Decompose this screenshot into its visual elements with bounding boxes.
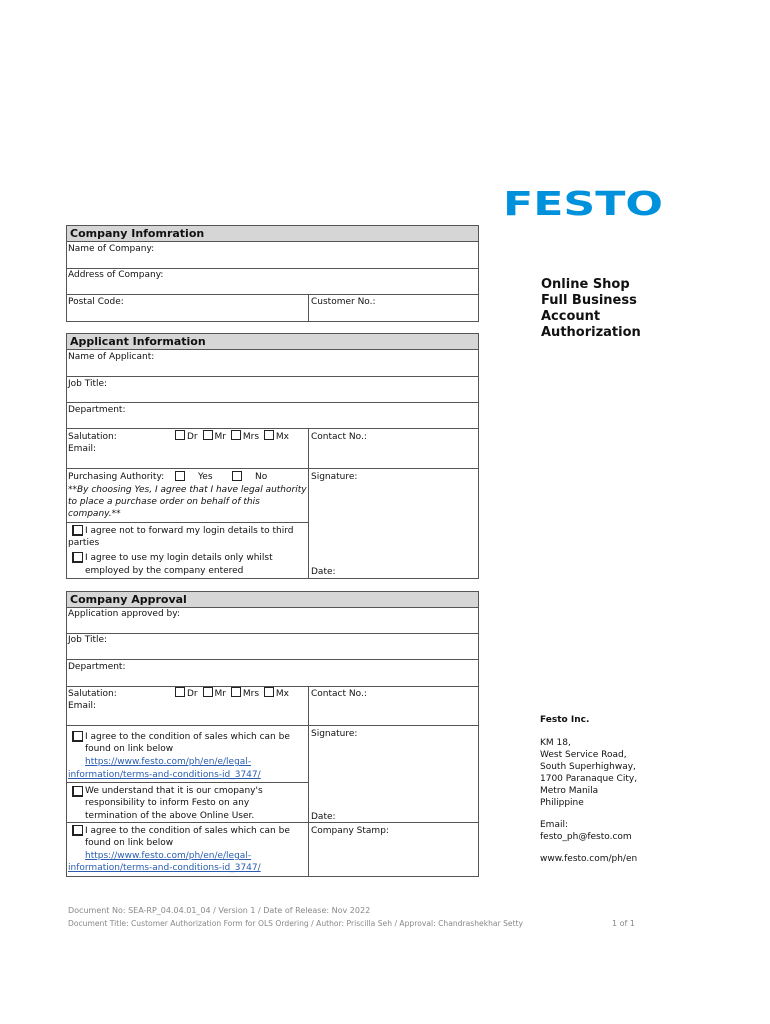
checkbox-mr[interactable]: [203, 430, 213, 440]
applicant-contact-field[interactable]: Contact No.:: [311, 432, 367, 442]
footer-page: 1 of 1: [612, 919, 635, 928]
address-company: Festo Inc.: [540, 715, 590, 725]
checkbox-no-forward[interactable]: [72, 525, 83, 536]
customer-no-field[interactable]: Customer No.:: [311, 297, 376, 307]
approval-email-field[interactable]: Email:: [68, 701, 97, 711]
checkbox-mrs[interactable]: [231, 687, 241, 697]
conditions-2-text: I agree to the condition of sales which can be: [85, 826, 290, 836]
agree-no-forward-text-2: parties: [68, 538, 100, 548]
approval-heading: Company Approval: [66, 591, 479, 608]
approval-date-field[interactable]: Date:: [311, 812, 336, 822]
postal-code-field[interactable]: Postal Code:: [68, 297, 124, 307]
applicant-date-field[interactable]: Date:: [311, 567, 336, 577]
approval-dept-field[interactable]: Department:: [68, 662, 126, 672]
checkbox-mx[interactable]: [264, 430, 274, 440]
company-info-heading: Company Infomration: [66, 225, 479, 242]
no-label: No: [255, 472, 268, 482]
contact-email: festo_ph@festo.com: [540, 832, 632, 842]
terms-link-2[interactable]: https://www.festo.com/ph/en/e/legal-: [85, 851, 252, 861]
form-title: Online Shop Full Business Account Authorization: [541, 277, 641, 340]
approval-salutation-label: Salutation:: [68, 689, 117, 699]
checkbox-responsibility[interactable]: [72, 786, 83, 797]
approval-signature-field[interactable]: Signature:: [311, 729, 358, 739]
applicant-email-field[interactable]: Email:: [68, 444, 97, 454]
checkbox-conditions-2[interactable]: [72, 825, 83, 836]
checkbox-dr[interactable]: [175, 687, 185, 697]
checkbox-no[interactable]: [232, 471, 242, 481]
svg-text:FESTO: FESTO: [503, 188, 663, 218]
conditions-1-text: I agree to the condition of sales which can be: [85, 732, 290, 742]
checkbox-dr[interactable]: [175, 430, 185, 440]
terms-link-1b[interactable]: information/terms-and-conditions-id_3747/: [68, 770, 261, 780]
approval-salutation-options: Dr Mr Mrs Mx: [175, 687, 289, 700]
agree-no-forward-text: I agree not to forward my login details to third: [85, 526, 294, 536]
purchasing-authority-label: Purchasing Authority:: [68, 472, 165, 482]
responsibility-text: We understand that it is our cmopany's responsibility to inform Festo on any termination of the above Online User.: [85, 786, 263, 821]
company-stamp-field[interactable]: Company Stamp:: [311, 826, 389, 836]
company-address-field[interactable]: Address of Company:: [68, 270, 164, 280]
authority-note: **By choosing Yes, I agree that I have legal authority to place a purchase order on behalf of this company.**: [68, 485, 307, 519]
applicant-heading: Applicant Information: [66, 333, 479, 350]
conditions-2-text-2: found on link below: [85, 838, 174, 848]
footer-doc-no: Document No: SEA-RP_04.04.01_04 / Version 1 / Date of Release: Nov 2022: [68, 906, 371, 915]
checkbox-conditions-1[interactable]: [72, 731, 83, 742]
applicant-section: [66, 349, 479, 579]
checkbox-mr[interactable]: [203, 687, 213, 697]
applicant-signature-field[interactable]: Signature:: [311, 472, 358, 482]
checkbox-yes[interactable]: [175, 471, 185, 481]
conditions-1-text-2: found on link below: [85, 744, 174, 754]
agree-employed-text-2: employed by the company entered: [85, 566, 244, 576]
yes-label: Yes: [198, 472, 213, 482]
terms-link-2b[interactable]: information/terms-and-conditions-id_3747/: [68, 863, 261, 873]
festo-logo: [503, 188, 665, 218]
checkbox-mx[interactable]: [264, 687, 274, 697]
company-name-field[interactable]: Name of Company:: [68, 244, 155, 254]
approved-by-field[interactable]: Application approved by:: [68, 609, 180, 619]
website: www.festo.com/ph/en: [540, 854, 638, 864]
checkbox-mrs[interactable]: [231, 430, 241, 440]
applicant-name-field[interactable]: Name of Applicant:: [68, 352, 155, 362]
checkbox-employed[interactable]: [72, 552, 83, 563]
company-address-block: Festo Inc. KM 18, West Service Road, South Superhighway, 1700 Paranaque City, Metro Manila Philippine Email: festo_ph@festo.com www.festo.com/ph/en: [540, 715, 638, 864]
footer-doc-title: Document Title: Customer Authorization Form for OLS Ordering / Author: Priscilla Seh / Approval: Chandrashekhar Setty: [68, 919, 524, 928]
terms-link-1[interactable]: https://www.festo.com/ph/en/e/legal-: [85, 757, 252, 767]
approval-job-field[interactable]: Job Title:: [68, 635, 108, 645]
applicant-job-field[interactable]: Job Title:: [68, 379, 108, 389]
agree-employed-text: I agree to use my login details only whilst: [85, 553, 273, 563]
approval-contact-field[interactable]: Contact No.:: [311, 689, 367, 699]
salutation-options: Dr Mr Mrs Mx: [175, 430, 289, 443]
applicant-dept-field[interactable]: Department:: [68, 405, 126, 415]
salutation-label: Salutation:: [68, 432, 117, 442]
